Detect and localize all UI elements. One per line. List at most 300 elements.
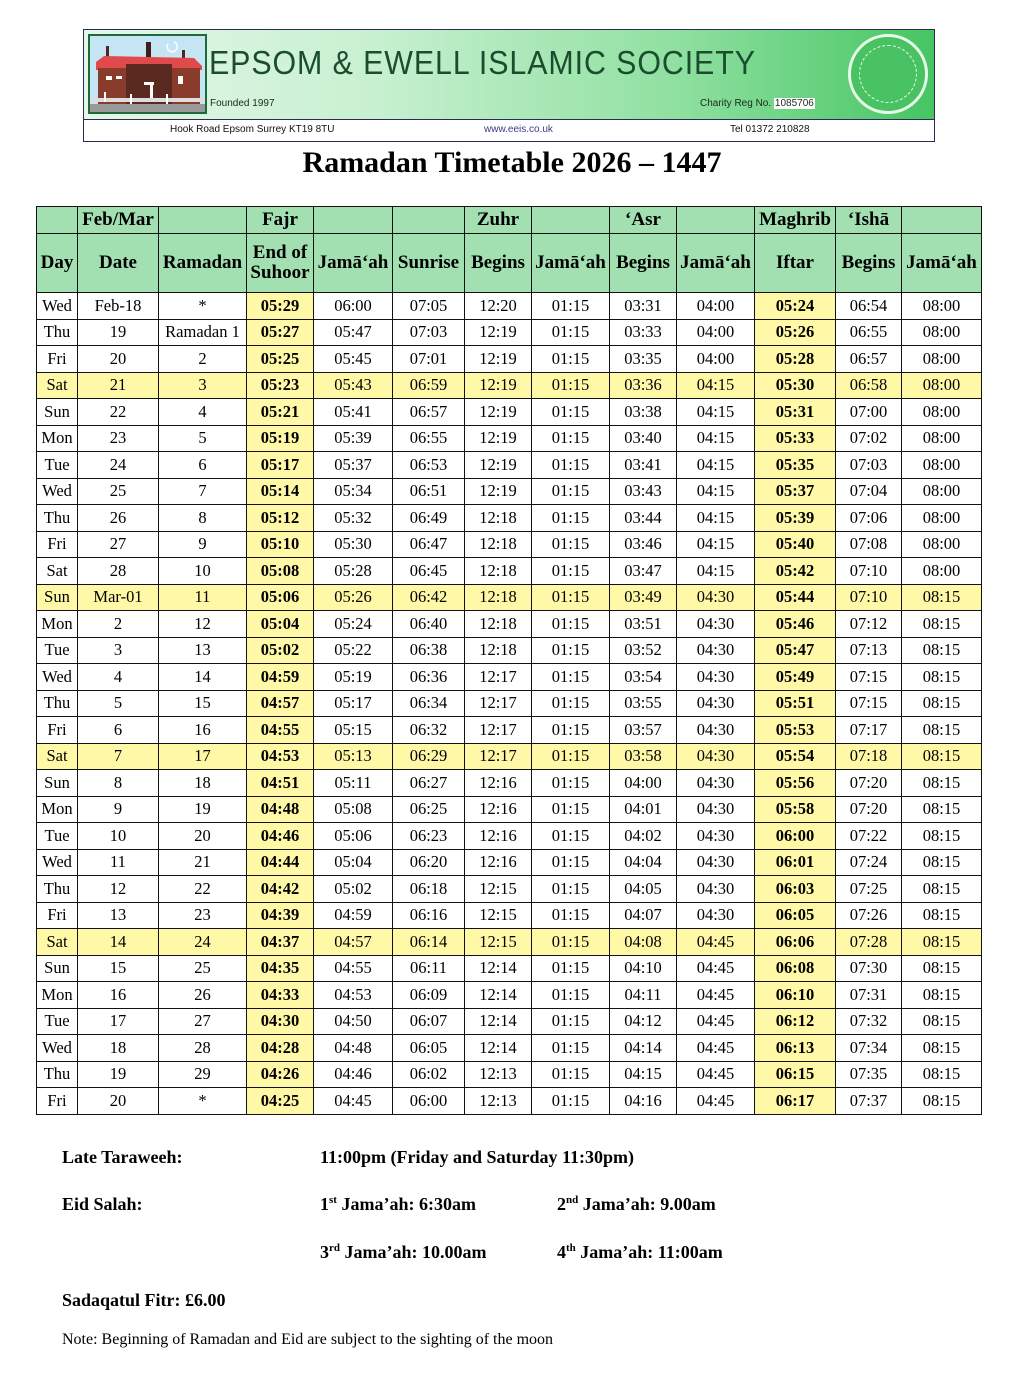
iftar-cell: 05:37: [755, 478, 836, 505]
table-row: [37, 796, 982, 823]
zuhr-jamaah-cell: 01:15: [532, 876, 610, 903]
asr-begins-cell: 04:14: [610, 1035, 677, 1062]
fajr-jamaah-cell: 05:04: [314, 849, 393, 876]
iftar-cell: 05:39: [755, 505, 836, 532]
ramadan-day-cell: 28: [159, 1035, 247, 1062]
zuhr-begins-cell: 12:19: [465, 346, 532, 373]
end-of-suhoor-cell: 05:04: [247, 611, 314, 638]
zuhr-begins-cell: 12:18: [465, 505, 532, 532]
date-cell: 12: [78, 876, 159, 903]
asr-jamaah-cell: 04:45: [677, 955, 755, 982]
fajr-jamaah-cell: 04:46: [314, 1061, 393, 1088]
group-header: [902, 207, 982, 234]
zuhr-jamaah-cell: 01:15: [532, 452, 610, 479]
col-header-end-of-suhoor-line2: Suhoor: [250, 262, 310, 283]
ramadan-day-cell: 2: [159, 346, 247, 373]
sunrise-cell: 06:49: [393, 505, 465, 532]
end-of-suhoor-cell: 05:17: [247, 452, 314, 479]
asr-begins-cell: 03:35: [610, 346, 677, 373]
iftar-cell: 06:10: [755, 982, 836, 1009]
zuhr-jamaah-cell: 01:15: [532, 770, 610, 797]
address: Hook Road Epsom Surrey KT19 8TU: [170, 124, 335, 135]
zuhr-begins-cell: 12:16: [465, 770, 532, 797]
iftar-cell: 05:56: [755, 770, 836, 797]
zuhr-begins-cell: 12:15: [465, 929, 532, 956]
end-of-suhoor-cell: 05:08: [247, 558, 314, 585]
eid-jamaah-number: 4: [557, 1242, 566, 1262]
iftar-cell: 05:24: [755, 293, 836, 320]
sunrise-cell: 06:23: [393, 823, 465, 850]
isha-jamaah-cell: 08:15: [902, 611, 982, 638]
zuhr-begins-cell: 12:18: [465, 584, 532, 611]
sunrise-cell: 06:32: [393, 717, 465, 744]
table-row: [37, 637, 982, 664]
fajr-jamaah-cell: 05:37: [314, 452, 393, 479]
sunrise-cell: 06:57: [393, 399, 465, 426]
date-cell: 7: [78, 743, 159, 770]
asr-begins-cell: 03:55: [610, 690, 677, 717]
end-of-suhoor-cell: 05:23: [247, 372, 314, 399]
asr-jamaah-cell: 04:45: [677, 1008, 755, 1035]
group-header: [37, 207, 78, 234]
letterhead-contact-bar: [84, 119, 934, 141]
date-cell: 6: [78, 717, 159, 744]
sunrise-cell: 06:25: [393, 796, 465, 823]
iftar-cell: 05:44: [755, 584, 836, 611]
asr-begins-cell: 03:57: [610, 717, 677, 744]
isha-jamaah-cell: 08:15: [902, 929, 982, 956]
day-cell: Wed: [37, 1035, 78, 1062]
asr-jamaah-cell: 04:30: [677, 584, 755, 611]
end-of-suhoor-cell: 05:02: [247, 637, 314, 664]
moon-sighting-note: Note: Beginning of Ramadan and Eid are subject to the sighting of the moon: [62, 1331, 554, 1348]
iftar-cell: 06:06: [755, 929, 836, 956]
asr-begins-cell: 04:12: [610, 1008, 677, 1035]
zuhr-jamaah-cell: 01:15: [532, 584, 610, 611]
end-of-suhoor-cell: 04:26: [247, 1061, 314, 1088]
date-cell: 19: [78, 319, 159, 346]
zuhr-jamaah-cell: 01:15: [532, 293, 610, 320]
zuhr-jamaah-cell: 01:15: [532, 929, 610, 956]
asr-begins-cell: 04:07: [610, 902, 677, 929]
ramadan-day-cell: 17: [159, 743, 247, 770]
isha-jamaah-cell: 08:15: [902, 902, 982, 929]
zuhr-jamaah-cell: 01:15: [532, 796, 610, 823]
sunrise-cell: 06:42: [393, 584, 465, 611]
zuhr-jamaah-cell: 01:15: [532, 743, 610, 770]
zuhr-jamaah-cell: 01:15: [532, 664, 610, 691]
asr-jamaah-cell: 04:30: [677, 902, 755, 929]
isha-jamaah-cell: 08:00: [902, 346, 982, 373]
organization-name: EPSOM & EWELL ISLAMIC SOCIETY: [209, 44, 756, 81]
col-header-asr-begins: Begins: [610, 234, 677, 293]
sunrise-cell: 06:55: [393, 425, 465, 452]
asr-begins-cell: 03:46: [610, 531, 677, 558]
isha-begins-cell: 07:10: [836, 558, 902, 585]
ramadan-day-cell: Ramadan 1: [159, 319, 247, 346]
isha-begins-cell: 07:30: [836, 955, 902, 982]
group-header: [314, 207, 393, 234]
eid-jamaah-text: Jama’ah: 11:00am: [575, 1242, 723, 1262]
seal-inner-ring: [859, 45, 917, 103]
eid-jamaah-number: 3: [320, 1242, 329, 1262]
date-cell: 20: [78, 346, 159, 373]
asr-begins-cell: 03:41: [610, 452, 677, 479]
iftar-cell: 05:26: [755, 319, 836, 346]
zuhr-jamaah-cell: 01:15: [532, 823, 610, 850]
asr-begins-cell: 04:16: [610, 1088, 677, 1115]
date-cell: 22: [78, 399, 159, 426]
iftar-cell: 06:08: [755, 955, 836, 982]
table-row: [37, 664, 982, 691]
ramadan-day-cell: 27: [159, 1008, 247, 1035]
day-cell: Tue: [37, 1008, 78, 1035]
zuhr-begins-cell: 12:15: [465, 902, 532, 929]
asr-jamaah-cell: 04:30: [677, 876, 755, 903]
asr-jamaah-cell: 04:15: [677, 452, 755, 479]
zuhr-begins-cell: 12:14: [465, 1035, 532, 1062]
iftar-cell: 05:28: [755, 346, 836, 373]
isha-begins-cell: 07:28: [836, 929, 902, 956]
ramadan-day-cell: 12: [159, 611, 247, 638]
date-cell: 17: [78, 1008, 159, 1035]
isha-jamaah-cell: 08:15: [902, 1061, 982, 1088]
fajr-jamaah-cell: 04:50: [314, 1008, 393, 1035]
sunrise-cell: 06:53: [393, 452, 465, 479]
fajr-jamaah-cell: 05:02: [314, 876, 393, 903]
zuhr-begins-cell: 12:20: [465, 293, 532, 320]
isha-begins-cell: 06:55: [836, 319, 902, 346]
day-cell: Wed: [37, 478, 78, 505]
zuhr-begins-cell: 12:19: [465, 425, 532, 452]
day-cell: Thu: [37, 1061, 78, 1088]
zuhr-begins-cell: 12:13: [465, 1088, 532, 1115]
table-row: [37, 611, 982, 638]
asr-begins-cell: 03:58: [610, 743, 677, 770]
zuhr-jamaah-cell: 01:15: [532, 611, 610, 638]
col-header-zuhr-jamaah: Jamā‘ah: [532, 234, 610, 293]
ramadan-day-cell: 21: [159, 849, 247, 876]
taraweeh-label: Late Taraweeh:: [62, 1147, 183, 1167]
zuhr-begins-cell: 12:19: [465, 319, 532, 346]
day-cell: Mon: [37, 425, 78, 452]
ramadan-timetable: [36, 206, 982, 1115]
fajr-jamaah-cell: 05:11: [314, 770, 393, 797]
isha-begins-cell: 07:22: [836, 823, 902, 850]
day-cell: Sun: [37, 399, 78, 426]
taraweeh-value: 11:00pm (Friday and Saturday 11:30pm): [320, 1147, 635, 1167]
date-cell: 8: [78, 770, 159, 797]
iftar-cell: 06:15: [755, 1061, 836, 1088]
zuhr-jamaah-cell: 01:15: [532, 319, 610, 346]
asr-begins-cell: 03:49: [610, 584, 677, 611]
zuhr-begins-cell: 12:14: [465, 982, 532, 1009]
end-of-suhoor-cell: 05:25: [247, 346, 314, 373]
sunrise-cell: 06:09: [393, 982, 465, 1009]
isha-begins-cell: 06:54: [836, 293, 902, 320]
fajr-jamaah-cell: 05:22: [314, 637, 393, 664]
isha-begins-cell: 07:06: [836, 505, 902, 532]
isha-jamaah-cell: 08:00: [902, 293, 982, 320]
fajr-jamaah-cell: 05:30: [314, 531, 393, 558]
zuhr-begins-cell: 12:18: [465, 531, 532, 558]
isha-begins-cell: 07:26: [836, 902, 902, 929]
col-header-ramadan: Ramadan: [159, 234, 247, 293]
mosque-building-image: [88, 34, 207, 114]
sunrise-cell: 06:47: [393, 531, 465, 558]
isha-jamaah-cell: 08:00: [902, 505, 982, 532]
fajr-jamaah-cell: 04:59: [314, 902, 393, 929]
iftar-cell: 05:58: [755, 796, 836, 823]
ramadan-day-cell: *: [159, 293, 247, 320]
date-cell: Feb-18: [78, 293, 159, 320]
asr-jamaah-cell: 04:30: [677, 770, 755, 797]
fajr-jamaah-cell: 06:00: [314, 293, 393, 320]
date-cell: 2: [78, 611, 159, 638]
date-cell: 10: [78, 823, 159, 850]
asr-begins-cell: 04:04: [610, 849, 677, 876]
asr-begins-cell: 04:10: [610, 955, 677, 982]
eid-jamaah-3: [320, 1242, 487, 1263]
day-cell: Sat: [37, 743, 78, 770]
ramadan-day-cell: 16: [159, 717, 247, 744]
ramadan-day-cell: 15: [159, 690, 247, 717]
fajr-jamaah-cell: 05:47: [314, 319, 393, 346]
isha-begins-cell: 06:57: [836, 346, 902, 373]
asr-jamaah-cell: 04:30: [677, 690, 755, 717]
isha-begins-cell: 07:17: [836, 717, 902, 744]
timetable-body: [37, 293, 982, 1115]
date-cell: 19: [78, 1061, 159, 1088]
table-row: [37, 558, 982, 585]
telephone: Tel 01372 210828: [730, 124, 810, 135]
asr-begins-cell: 04:08: [610, 929, 677, 956]
group-header-isha: ‘Ishā: [836, 207, 902, 234]
asr-begins-cell: 04:15: [610, 1061, 677, 1088]
date-cell: 26: [78, 505, 159, 532]
iftar-cell: 05:51: [755, 690, 836, 717]
eid-jamaah-text: Jama’ah: 6:30am: [336, 1194, 476, 1214]
table-row: [37, 1088, 982, 1115]
isha-begins-cell: 07:37: [836, 1088, 902, 1115]
fajr-jamaah-cell: 05:24: [314, 611, 393, 638]
fajr-jamaah-cell: 05:08: [314, 796, 393, 823]
iftar-cell: 05:30: [755, 372, 836, 399]
letterhead-banner: [83, 29, 935, 142]
col-header-asr-jamaah: Jamā‘ah: [677, 234, 755, 293]
group-header-fajr: Fajr: [247, 207, 314, 234]
zuhr-jamaah-cell: 01:15: [532, 1061, 610, 1088]
date-cell: 21: [78, 372, 159, 399]
col-header-iftar: Iftar: [755, 234, 836, 293]
col-header-sunrise: Sunrise: [393, 234, 465, 293]
table-row: [37, 478, 982, 505]
eid-salah-label: Eid Salah:: [62, 1194, 143, 1214]
zuhr-begins-cell: 12:16: [465, 796, 532, 823]
asr-begins-cell: 03:40: [610, 425, 677, 452]
zuhr-jamaah-cell: 01:15: [532, 478, 610, 505]
sunrise-cell: 06:00: [393, 1088, 465, 1115]
sunrise-cell: 06:34: [393, 690, 465, 717]
asr-begins-cell: 03:52: [610, 637, 677, 664]
col-header-zuhr-begins: Begins: [465, 234, 532, 293]
asr-jamaah-cell: 04:45: [677, 1061, 755, 1088]
asr-begins-cell: 03:44: [610, 505, 677, 532]
sunrise-cell: 06:20: [393, 849, 465, 876]
ordinal-suffix: th: [566, 1242, 576, 1254]
iftar-cell: 05:40: [755, 531, 836, 558]
table-row: [37, 505, 982, 532]
isha-begins-cell: 06:58: [836, 372, 902, 399]
bismillah-calligraphy-seal-icon: [848, 34, 928, 114]
ramadan-day-cell: 11: [159, 584, 247, 611]
day-cell: Tue: [37, 452, 78, 479]
sunrise-cell: 06:29: [393, 743, 465, 770]
ramadan-day-cell: 5: [159, 425, 247, 452]
isha-begins-cell: 07:31: [836, 982, 902, 1009]
end-of-suhoor-cell: 04:37: [247, 929, 314, 956]
ramadan-day-cell: 24: [159, 929, 247, 956]
table-row: [37, 690, 982, 717]
ramadan-day-cell: 22: [159, 876, 247, 903]
group-header-row: [37, 207, 982, 234]
isha-jamaah-cell: 08:15: [902, 584, 982, 611]
date-cell: 25: [78, 478, 159, 505]
isha-jamaah-cell: 08:00: [902, 425, 982, 452]
date-cell: 24: [78, 452, 159, 479]
day-cell: Sat: [37, 558, 78, 585]
table-row: [37, 849, 982, 876]
charity-label: Charity Reg No.: [700, 98, 772, 109]
isha-begins-cell: 07:18: [836, 743, 902, 770]
isha-jamaah-cell: 08:00: [902, 319, 982, 346]
iftar-cell: 06:01: [755, 849, 836, 876]
day-cell: Fri: [37, 902, 78, 929]
sunrise-cell: 06:16: [393, 902, 465, 929]
isha-jamaah-cell: 08:00: [902, 478, 982, 505]
asr-begins-cell: 03:31: [610, 293, 677, 320]
asr-begins-cell: 03:43: [610, 478, 677, 505]
table-row: [37, 1061, 982, 1088]
website-link[interactable]: www.eeis.co.uk: [484, 124, 553, 135]
fajr-jamaah-cell: 05:06: [314, 823, 393, 850]
sunrise-cell: 07:03: [393, 319, 465, 346]
isha-jamaah-cell: 08:15: [902, 876, 982, 903]
zuhr-jamaah-cell: 01:15: [532, 849, 610, 876]
asr-jamaah-cell: 04:15: [677, 505, 755, 532]
ordinal-suffix: st: [329, 1194, 337, 1206]
zuhr-jamaah-cell: 01:15: [532, 982, 610, 1009]
date-cell: 11: [78, 849, 159, 876]
table-row: [37, 770, 982, 797]
asr-jamaah-cell: 04:15: [677, 478, 755, 505]
end-of-suhoor-cell: 04:55: [247, 717, 314, 744]
charity-number: 1085706: [774, 98, 814, 109]
table-row: [37, 717, 982, 744]
ramadan-day-cell: 26: [159, 982, 247, 1009]
isha-jamaah-cell: 08:15: [902, 743, 982, 770]
iftar-cell: 05:42: [755, 558, 836, 585]
col-header-day: Day: [37, 234, 78, 293]
fajr-jamaah-cell: 04:57: [314, 929, 393, 956]
iftar-cell: 06:05: [755, 902, 836, 929]
zuhr-begins-cell: 12:17: [465, 690, 532, 717]
asr-jamaah-cell: 04:30: [677, 717, 755, 744]
zuhr-begins-cell: 12:14: [465, 955, 532, 982]
asr-jamaah-cell: 04:30: [677, 823, 755, 850]
ramadan-day-cell: *: [159, 1088, 247, 1115]
fajr-jamaah-cell: 05:34: [314, 478, 393, 505]
day-cell: Fri: [37, 1088, 78, 1115]
asr-begins-cell: 04:11: [610, 982, 677, 1009]
table-row: [37, 1008, 982, 1035]
day-cell: Fri: [37, 717, 78, 744]
eid-jamaah-1: [320, 1194, 476, 1215]
asr-begins-cell: 03:54: [610, 664, 677, 691]
isha-jamaah-cell: 08:15: [902, 955, 982, 982]
zuhr-begins-cell: 12:14: [465, 1008, 532, 1035]
table-row: [37, 743, 982, 770]
day-cell: Sat: [37, 929, 78, 956]
table-row: [37, 584, 982, 611]
ramadan-day-cell: 6: [159, 452, 247, 479]
end-of-suhoor-cell: 04:48: [247, 796, 314, 823]
iftar-cell: 05:49: [755, 664, 836, 691]
date-cell: Mar-01: [78, 584, 159, 611]
end-of-suhoor-cell: 05:06: [247, 584, 314, 611]
table-row: [37, 399, 982, 426]
zuhr-begins-cell: 12:18: [465, 637, 532, 664]
zuhr-jamaah-cell: 01:15: [532, 1035, 610, 1062]
fajr-jamaah-cell: 05:45: [314, 346, 393, 373]
date-cell: 23: [78, 425, 159, 452]
isha-jamaah-cell: 08:15: [902, 982, 982, 1009]
eid-jamaah-text: Jama’ah: 9.00am: [578, 1194, 716, 1214]
table-row: [37, 876, 982, 903]
end-of-suhoor-cell: 04:57: [247, 690, 314, 717]
isha-begins-cell: 07:20: [836, 770, 902, 797]
day-cell: Wed: [37, 293, 78, 320]
fajr-jamaah-cell: 05:17: [314, 690, 393, 717]
fajr-jamaah-cell: 05:28: [314, 558, 393, 585]
building-icon: [90, 36, 205, 112]
table-row: [37, 531, 982, 558]
asr-jamaah-cell: 04:30: [677, 743, 755, 770]
iftar-cell: 05:53: [755, 717, 836, 744]
isha-begins-cell: 07:32: [836, 1008, 902, 1035]
asr-jamaah-cell: 04:45: [677, 982, 755, 1009]
ramadan-day-cell: 4: [159, 399, 247, 426]
table-row: [37, 425, 982, 452]
end-of-suhoor-cell: 05:12: [247, 505, 314, 532]
day-cell: Thu: [37, 876, 78, 903]
isha-begins-cell: 07:24: [836, 849, 902, 876]
sunrise-cell: 06:02: [393, 1061, 465, 1088]
end-of-suhoor-cell: 04:46: [247, 823, 314, 850]
zuhr-begins-cell: 12:15: [465, 876, 532, 903]
ramadan-day-cell: 13: [159, 637, 247, 664]
asr-jamaah-cell: 04:45: [677, 1035, 755, 1062]
asr-jamaah-cell: 04:00: [677, 319, 755, 346]
date-cell: 14: [78, 929, 159, 956]
zuhr-begins-cell: 12:19: [465, 452, 532, 479]
isha-begins-cell: 07:25: [836, 876, 902, 903]
ramadan-day-cell: 14: [159, 664, 247, 691]
zuhr-jamaah-cell: 01:15: [532, 717, 610, 744]
fajr-jamaah-cell: 04:48: [314, 1035, 393, 1062]
end-of-suhoor-cell: 04:25: [247, 1088, 314, 1115]
asr-begins-cell: 04:02: [610, 823, 677, 850]
